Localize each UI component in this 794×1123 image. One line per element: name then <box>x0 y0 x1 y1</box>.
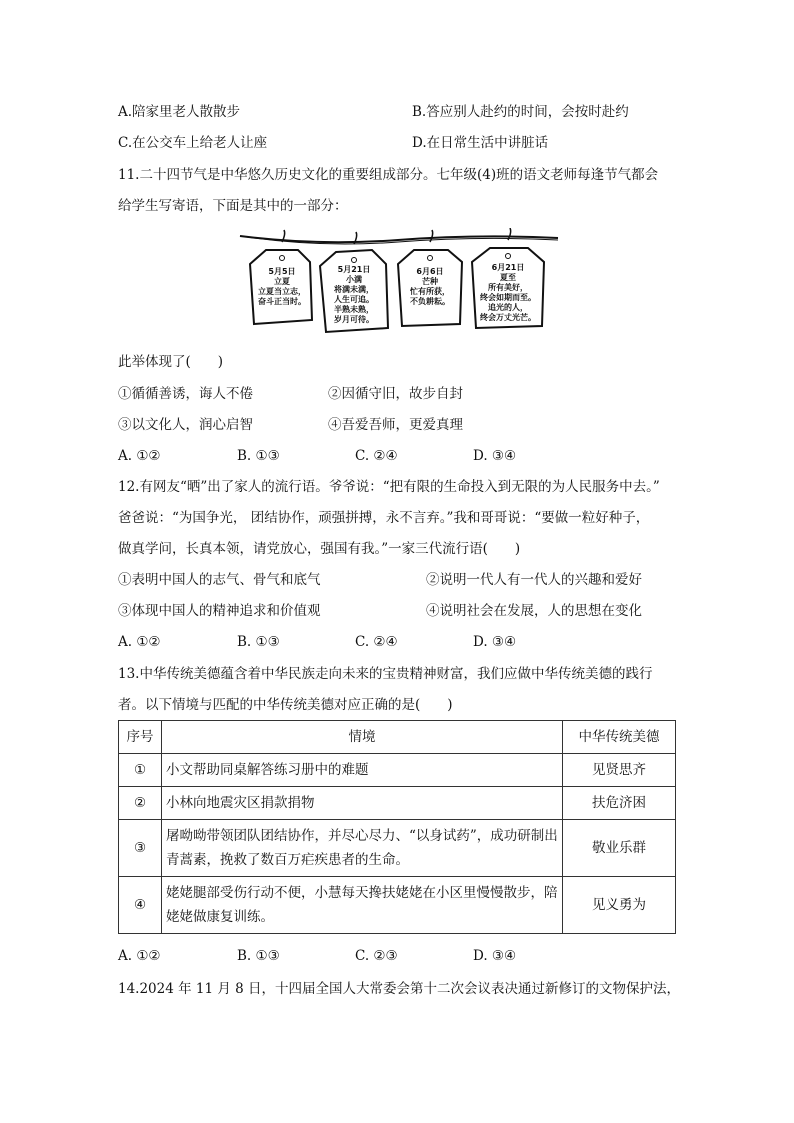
tag-4-line1: 所有美好， <box>488 283 528 292</box>
tag-2-date: 5月21日 <box>337 265 371 274</box>
tag-2-line1: 将满未满， <box>334 285 374 294</box>
table-row <box>119 787 676 820</box>
q11-statement-2: ②因循守旧，故步自封 <box>328 386 463 402</box>
q13-table <box>118 720 676 934</box>
tag-3 <box>398 230 462 326</box>
tag-2 <box>320 232 388 332</box>
q13-option-b: B. ①③ <box>237 948 280 964</box>
q13-stem-line2: 者。以下情境与匹配的中华传统美德对应正确的是( ) <box>118 697 453 713</box>
tag-4-date: 6月21日 <box>491 263 525 272</box>
q12-stem-line1: 12.有网友“晒”出了家人的流行语。爷爷说：“把有限的生命投入到无限的为人民服务中去。” <box>118 479 660 495</box>
q12-stem-line3: 做真学问，长真本领，请党放心，强国有我。”一家三代流行语( ) <box>118 541 521 557</box>
q13-stem-line1: 13.中华传统美德蕴含着中华民族走向未来的宝贵精神财富，我们应做中华传统美德的践行 <box>118 666 653 682</box>
q11-stem-line1: 11.二十四节气是中华悠久历史文化的重要组成部分。七年级(4)班的语文老师每逢节气都会 <box>118 167 659 183</box>
table-row <box>119 754 676 787</box>
q11-option-a: A. ①② <box>118 448 161 464</box>
q12-statement-3: ③体现中国人的精神追求和价值观 <box>118 603 321 619</box>
q11-option-b: B. ①③ <box>237 448 280 464</box>
row-virtue: 扶危济困 <box>563 787 676 820</box>
q13-option-a: A. ①② <box>118 948 161 964</box>
q12-stem-line2: 爸爸说：“为国争光， 团结协作，顽强拼搏，永不言弃。”我和哥哥说：“要做一粒好种子， <box>118 510 650 526</box>
q10-option-a: A.陪家里老人散散步 <box>118 104 241 120</box>
tag-4 <box>472 228 544 328</box>
tag-1-line2: 奋斗正当时。 <box>258 297 306 306</box>
row-situation: 小文帮助同桌解答练习册中的难题 <box>162 754 563 787</box>
tag-1 <box>250 230 312 324</box>
row-situation: 小林向地震灾区捐款捐物 <box>162 787 563 820</box>
header-situation: 情境 <box>162 721 563 754</box>
q12-option-d: D. ③④ <box>473 634 517 650</box>
tag-2-term: 小满 <box>346 275 362 284</box>
row-virtue: 见贤思齐 <box>563 754 676 787</box>
q11-statement-4: ④吾爱吾师，更爱真理 <box>328 417 463 433</box>
row-number: ② <box>119 787 162 820</box>
tag-3-line2: 不负耕耘。 <box>410 297 450 306</box>
q12-statement-1: ①表明中国人的志气、骨气和底气 <box>118 572 321 588</box>
q12-statement-4: ④说明社会在发展，人的思想在变化 <box>426 603 642 619</box>
q11-statement-1: ①循循善诱，诲人不倦 <box>118 386 253 402</box>
tag-3-term: 芒种 <box>422 277 438 286</box>
q12-option-a: A. ①② <box>118 634 161 650</box>
row-number: ④ <box>119 877 162 934</box>
tag-2-line4: 岁月可待。 <box>334 315 374 324</box>
row-number: ① <box>119 754 162 787</box>
tag-3-line1: 忙有所获， <box>410 287 450 296</box>
q13-option-c: C. ②③ <box>355 948 398 964</box>
q14-stem-line1: 14.2024 年 11 月 8 日，十四届全国人大常委会第十二次会议表决通过新修订的文物保护法， <box>118 981 681 997</box>
tag-4-line2: 终会如期而至。 <box>480 293 536 302</box>
q11-statement-3: ③以文化人，润心启智 <box>118 417 253 433</box>
table-header-row <box>119 721 676 754</box>
q11-option-d: D. ③④ <box>473 448 517 464</box>
tag-4-line4: 终会万丈光芒。 <box>480 313 536 322</box>
q12-option-b: B. ①③ <box>237 634 280 650</box>
table-row <box>119 820 676 877</box>
row-situation: 姥姥腿部受伤行动不便，小慧每天搀扶姥姥在小区里慢慢散步，陪姥姥做康复训练。 <box>162 877 563 934</box>
table-row <box>119 877 676 934</box>
header-number: 序号 <box>119 721 162 754</box>
q11-stem-line2: 给学生写寄语，下面是其中的一部分： <box>118 198 348 214</box>
q11-question: 此举体现了( ) <box>118 354 224 370</box>
tag-1-date: 5月5日 <box>268 267 296 276</box>
tag-3-date: 6月6日 <box>416 267 444 276</box>
header-virtue: 中华传统美德 <box>563 721 676 754</box>
tag-2-line3: 半熟未熟， <box>334 305 374 314</box>
q13-option-d: D. ③④ <box>473 948 517 964</box>
q10-option-c: C.在公交车上给老人让座 <box>118 135 268 151</box>
row-virtue: 敬业乐群 <box>563 820 676 877</box>
tag-4-term: 夏至 <box>500 273 516 282</box>
row-situation: 屠呦呦带领团队团结协作，并尽心尽力、“以身试药”，成功研制出青蒿素，挽救了数百万疟疾患者的生命。 <box>162 820 563 877</box>
q11-option-c: C. ②④ <box>355 448 398 464</box>
q12-statement-2: ②说明一代人有一代人的兴趣和爱好 <box>426 572 642 588</box>
row-virtue: 见义勇为 <box>563 877 676 934</box>
q10-option-b: B.答应别人赴约的时间，会按时赴约 <box>412 104 629 120</box>
row-number: ③ <box>119 820 162 877</box>
tag-1-term: 立夏 <box>274 277 290 286</box>
tag-4-line3: 追光的人， <box>488 303 528 312</box>
tag-2-line2: 人生可追。 <box>334 295 374 304</box>
q10-option-d: D.在日常生活中讲脏话 <box>412 135 549 151</box>
q12-option-c: C. ②④ <box>355 634 398 650</box>
solar-term-tags-illustration <box>238 228 560 340</box>
tag-1-line1: 立夏当立志， <box>258 287 306 296</box>
